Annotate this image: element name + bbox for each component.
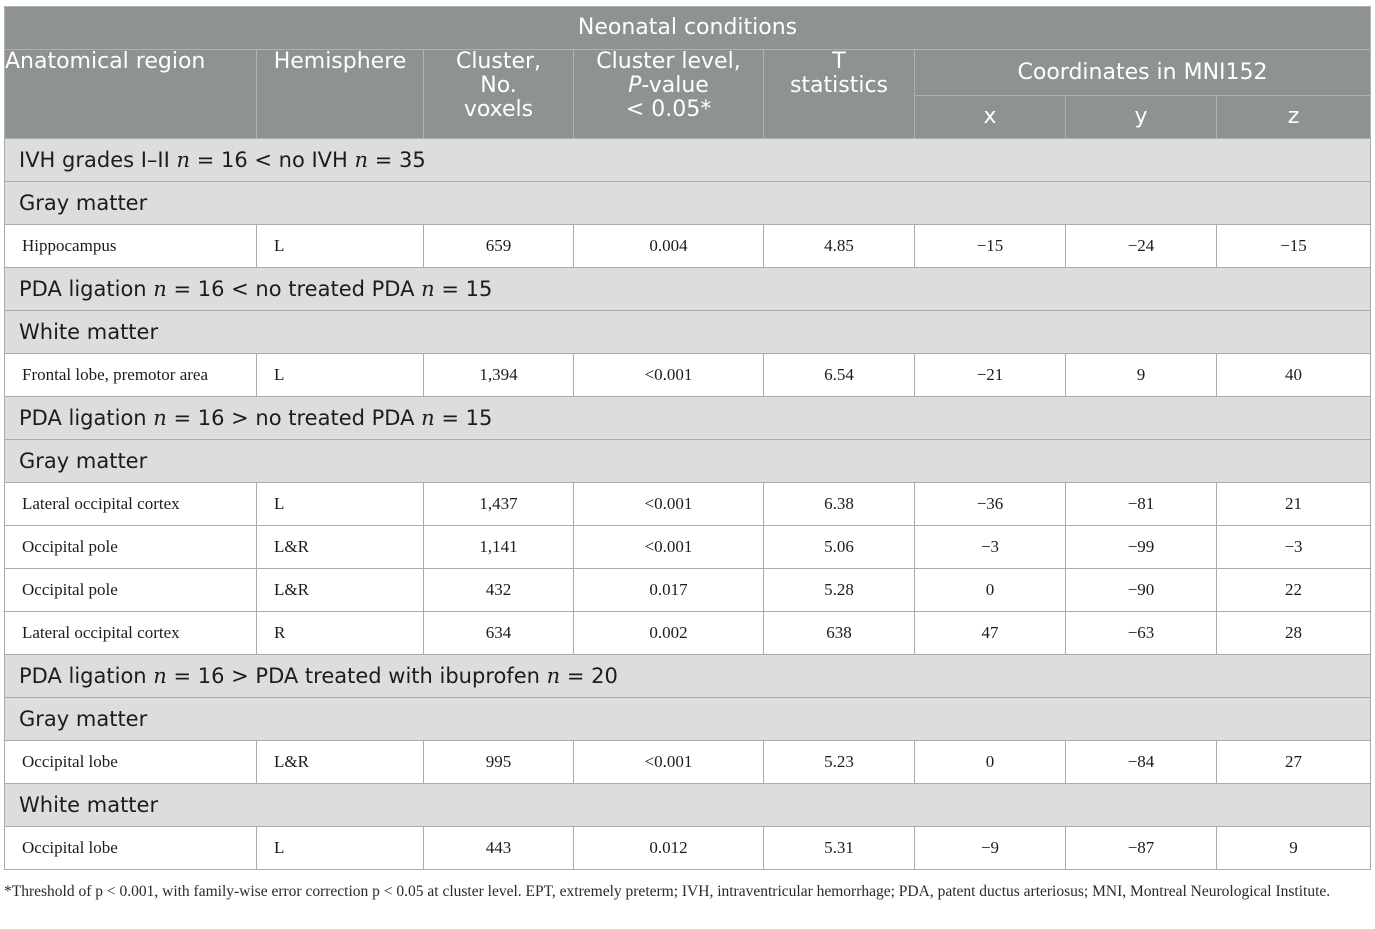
cell-region: Lateral occipital cortex [5,612,257,655]
header-pvalue-line2: P-value [628,73,709,98]
cell-region: Occipital lobe [5,827,257,870]
cell-hemisphere: L [257,827,424,870]
cell-y: −90 [1066,569,1217,612]
cell-region: Occipital pole [5,526,257,569]
cell-x: −21 [915,354,1066,397]
cell-p: 0.012 [574,827,764,870]
header-cluster-line1: Cluster, [455,49,542,74]
cell-p: <0.001 [574,526,764,569]
header-z: z [1217,96,1371,139]
header-coordinates: Coordinates in MNI152 [915,50,1371,96]
cell-p: <0.001 [574,483,764,526]
cell-region: Frontal lobe, premotor area [5,354,257,397]
cell-z: −15 [1217,225,1371,268]
cell-z: 40 [1217,354,1371,397]
cell-x: −36 [915,483,1066,526]
tissue-group-row [5,698,1371,741]
cell-voxels: 634 [424,612,574,655]
header-t-line1: T [832,49,846,74]
cell-hemisphere: L&R [257,569,424,612]
tissue-group-label: Gray matter [5,698,1371,741]
cell-voxels: 1,437 [424,483,574,526]
cell-hemisphere: L&R [257,526,424,569]
cell-region: Occipital pole [5,569,257,612]
cell-p: 0.002 [574,612,764,655]
comparison-row [5,655,1371,698]
header-cluster-voxels [424,50,574,139]
header-t-statistics [764,50,915,139]
table-row [5,569,1371,612]
cell-y: −24 [1066,225,1217,268]
cell-region: Hippocampus [5,225,257,268]
comparison-label: PDA ligation n = 16 > no treated PDA n = 15 [5,397,1371,440]
cell-voxels: 432 [424,569,574,612]
table-body [5,139,1371,870]
cell-t: 638 [764,612,915,655]
tissue-group-label: White matter [5,311,1371,354]
cell-y: −87 [1066,827,1217,870]
cell-y: 9 [1066,354,1217,397]
cell-voxels: 443 [424,827,574,870]
cell-p: 0.017 [574,569,764,612]
cell-x: −9 [915,827,1066,870]
cell-z: 28 [1217,612,1371,655]
cell-region: Lateral occipital cortex [5,483,257,526]
cell-p: <0.001 [574,354,764,397]
header-cluster-pvalue [574,50,764,139]
comparison-label: PDA ligation n = 16 < no treated PDA n = 15 [5,268,1371,311]
tissue-group-row [5,182,1371,225]
table-title: Neonatal conditions [5,7,1371,50]
cell-voxels: 1,141 [424,526,574,569]
cell-hemisphere: R [257,612,424,655]
header-hemisphere: Hemisphere [257,50,424,139]
table-row [5,827,1371,870]
tissue-group-row [5,784,1371,827]
tissue-group-row [5,440,1371,483]
cell-x: 0 [915,741,1066,784]
table-row [5,354,1371,397]
cell-hemisphere: L&R [257,741,424,784]
cell-z: 9 [1217,827,1371,870]
cell-t: 5.28 [764,569,915,612]
header-pvalue-line1: Cluster level, [596,49,741,74]
table-row [5,483,1371,526]
table-row [5,612,1371,655]
cell-y: −84 [1066,741,1217,784]
header-anatomical-region: Anatomical region [5,50,257,139]
cell-z: −3 [1217,526,1371,569]
comparison-row [5,268,1371,311]
comparison-label: PDA ligation n = 16 > PDA treated with ibuprofen n = 20 [5,655,1371,698]
tissue-group-row [5,311,1371,354]
cell-hemisphere: L [257,354,424,397]
header-pvalue-line3: < 0.05* [625,97,712,122]
cell-t: 5.31 [764,827,915,870]
cell-p: <0.001 [574,741,764,784]
tissue-group-label: Gray matter [5,440,1371,483]
comparison-label: IVH grades I–II n = 16 < no IVH n = 35 [5,139,1371,182]
cell-z: 22 [1217,569,1371,612]
cell-y: −63 [1066,612,1217,655]
header-cluster-line3: voxels [463,97,534,122]
cell-x: −15 [915,225,1066,268]
header-cluster-line2: No. [480,73,517,98]
comparison-row [5,139,1371,182]
cell-region: Occipital lobe [5,741,257,784]
cell-voxels: 995 [424,741,574,784]
table-row [5,225,1371,268]
cell-x: −3 [915,526,1066,569]
cell-z: 21 [1217,483,1371,526]
header-x: x [915,96,1066,139]
table-row [5,741,1371,784]
table-footnote: *Threshold of p < 0.001, with family-wise error correction p < 0.05 at cluster level. EPT, extremely preterm; IVH, intraventricular hemorrhage; PDA, patent ductus arteriosus; MNI, Montreal Neurological Institute. [4,883,1331,900]
cell-t: 5.23 [764,741,915,784]
cell-t: 5.06 [764,526,915,569]
table-header [5,7,1371,139]
cell-voxels: 659 [424,225,574,268]
results-table [4,6,1371,870]
cell-t: 6.38 [764,483,915,526]
cell-x: 0 [915,569,1066,612]
tissue-group-label: Gray matter [5,182,1371,225]
cell-hemisphere: L [257,483,424,526]
cell-t: 4.85 [764,225,915,268]
tissue-group-label: White matter [5,784,1371,827]
header-y: y [1066,96,1217,139]
header-t-line2: statistics [789,73,889,98]
cell-x: 47 [915,612,1066,655]
cell-voxels: 1,394 [424,354,574,397]
comparison-row [5,397,1371,440]
cell-y: −99 [1066,526,1217,569]
cell-t: 6.54 [764,354,915,397]
cell-hemisphere: L [257,225,424,268]
cell-z: 27 [1217,741,1371,784]
cell-y: −81 [1066,483,1217,526]
table-row [5,526,1371,569]
cell-p: 0.004 [574,225,764,268]
